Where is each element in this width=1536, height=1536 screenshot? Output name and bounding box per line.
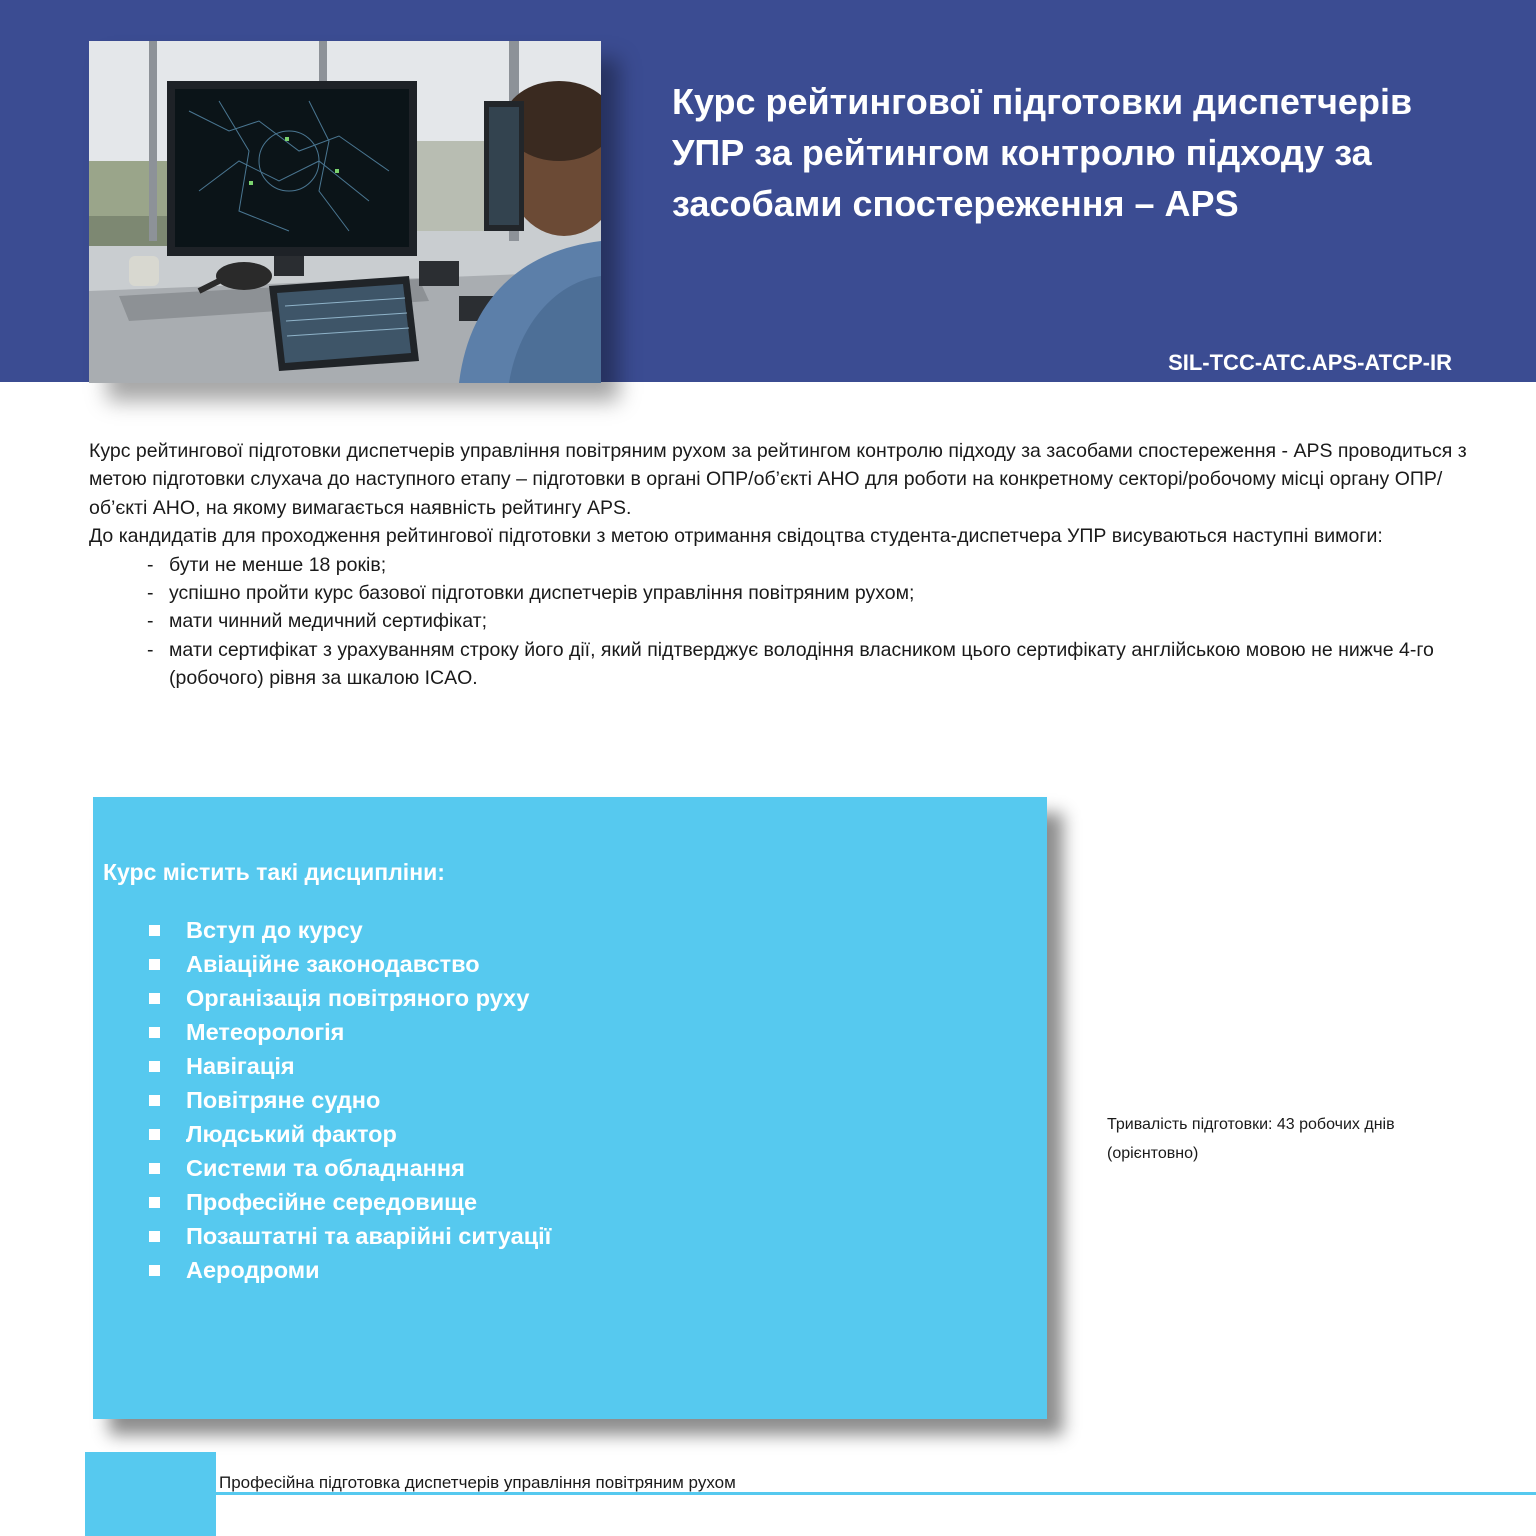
list-item [149, 1117, 551, 1151]
list-item [149, 1015, 551, 1049]
square-bullet-icon [149, 1197, 160, 1208]
discipline-label: Професійне середовище [186, 1189, 478, 1215]
requirement-text: успішно пройти курс базової підготовки диспетчерів управління повітряним рухом; [169, 582, 915, 605]
discipline-label: Метеорологія [186, 1019, 345, 1045]
discipline-label: Людський фактор [186, 1121, 397, 1147]
footer-divider [216, 1492, 1536, 1495]
list-item [149, 1151, 551, 1185]
list-item [149, 1219, 551, 1253]
list-item [149, 1083, 551, 1117]
intro-section [89, 437, 1479, 693]
square-bullet-icon [149, 1095, 160, 1106]
dash-bullet-icon: - [147, 610, 154, 633]
list-item [149, 947, 551, 981]
list-item [149, 1185, 551, 1219]
square-bullet-icon [149, 1027, 160, 1038]
square-bullet-icon [149, 959, 160, 970]
course-code: SIL-TCC-ATC.APS-ATCP-IR [1168, 350, 1452, 375]
list-item [149, 981, 551, 1015]
square-bullet-icon [149, 925, 160, 936]
discipline-label: Організація повітряного руху [186, 985, 530, 1011]
disciplines-heading: Курс містить такі дисципліни: [103, 859, 445, 885]
list-item [149, 913, 551, 947]
discipline-label: Авіаційне законодавство [186, 951, 480, 977]
intro-paragraph-2: До кандидатів для проходження рейтингової підготовки з метою отримання свідоцтва студента-диспетчера УПР висуваються наступні вимоги: [89, 525, 1383, 548]
requirement-text: бути не менше 18 років; [169, 553, 387, 576]
dash-bullet-icon: - [147, 582, 154, 605]
page-title: Курс рейтингової підготовки диспетчерів УПР за рейтингом контролю підходу за засобами спостереження – APS [672, 81, 1413, 224]
square-bullet-icon [149, 1231, 160, 1242]
dash-bullet-icon: - [147, 638, 154, 661]
discipline-label: Повітряне судно [186, 1087, 381, 1113]
square-bullet-icon [149, 1265, 160, 1276]
discipline-label: Навігація [186, 1053, 295, 1079]
list-item [149, 1253, 551, 1287]
square-bullet-icon [149, 1163, 160, 1174]
list-item [147, 551, 1479, 579]
list-item [147, 607, 1479, 635]
footer-text: Професійна підготовка диспетчерів управління повітряним рухом [219, 1473, 736, 1492]
disciplines-list [149, 913, 551, 1287]
discipline-label: Системи та обладнання [186, 1155, 465, 1181]
discipline-label: Позаштатні та аварійні ситуації [186, 1223, 552, 1249]
footer-accent-block [85, 1452, 216, 1536]
square-bullet-icon [149, 1061, 160, 1072]
square-bullet-icon [149, 993, 160, 1004]
requirements-list [89, 551, 1479, 693]
square-bullet-icon [149, 1129, 160, 1140]
air-traffic-controller-photo [89, 41, 601, 383]
intro-paragraph-1: Курс рейтингової підготовки диспетчерів управління повітряним рухом за рейтингом контролю підходу за засобами спостереження - APS проводиться з метою підготовки слухача до наступного етапу – підготовки в органі ОПР/об’єкті АНО для роботи на конкретному секторі/робочому місці органу ОПР/об’єкті АНО, на якому вимагається наявність рейтингу APS. [89, 440, 1467, 519]
discipline-label: Аеродроми [186, 1257, 320, 1283]
list-item [147, 579, 1479, 607]
discipline-label: Вступ до курсу [186, 917, 363, 943]
dash-bullet-icon: - [147, 553, 154, 576]
list-item [149, 1049, 551, 1083]
disciplines-box [93, 797, 1047, 1419]
list-item [147, 636, 1479, 693]
duration-text: Тривалість підготовки: 43 робочих днів (орієнтовно) [1107, 1116, 1395, 1162]
requirement-text: мати чинний медичний сертифікат; [169, 610, 488, 633]
requirement-text: мати сертифікат з урахуванням строку його дії, який підтверджує володіння власником цього сертифікату англійською мовою не нижче 4-го (робочого) рівня за шкалою ICAO. [169, 638, 1434, 690]
